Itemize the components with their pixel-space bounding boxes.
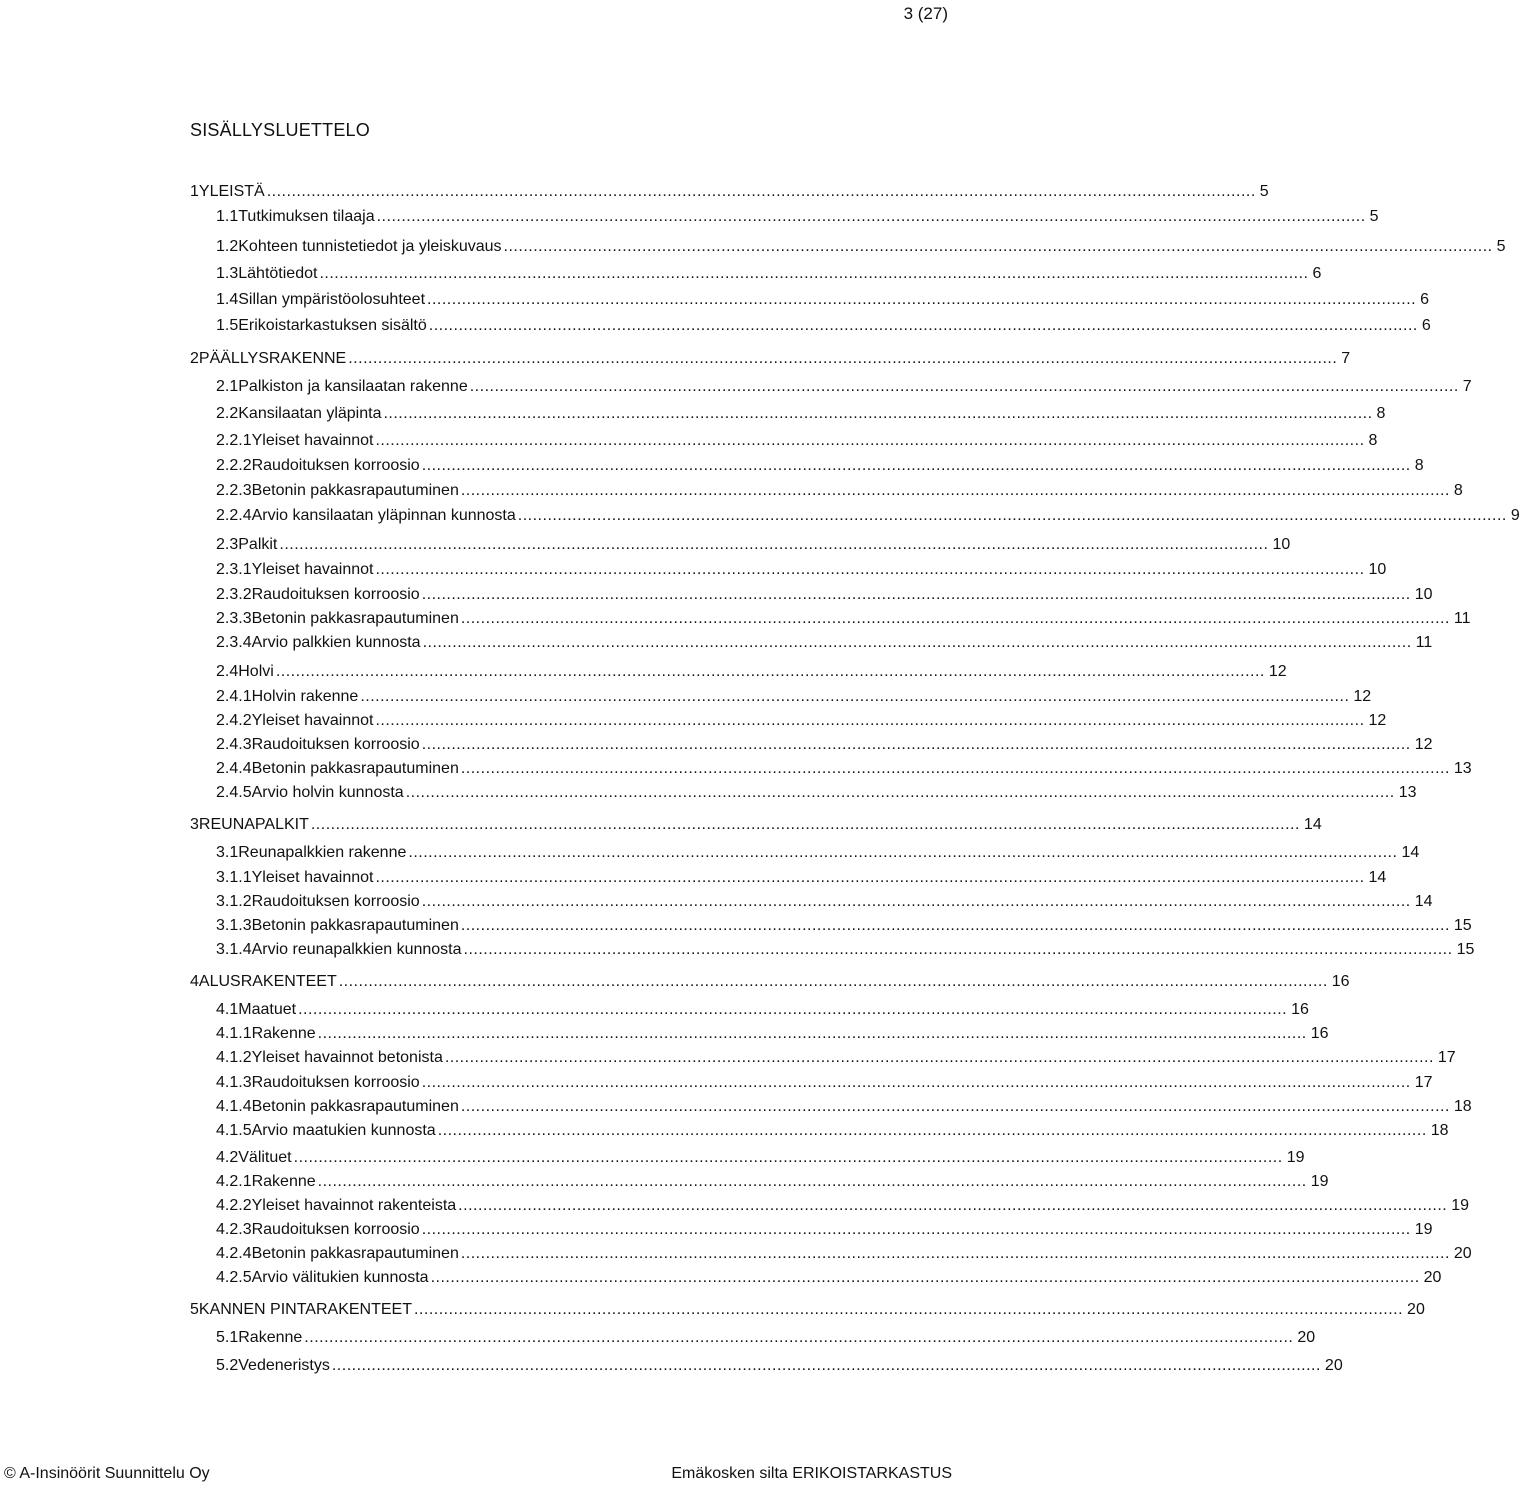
toc-entry-page: 7	[1341, 350, 1351, 367]
toc-entry-title: Raudoituksen korroosio	[251, 1074, 420, 1091]
toc-dot-leader: ........................................................................................................................................................................................................	[383, 405, 1373, 422]
toc-entry-title: Yleiset havainnot	[251, 432, 374, 449]
toc-entry-page: 6	[1421, 317, 1431, 334]
toc-entry-title: Välituet	[238, 1149, 292, 1166]
toc-heading: SISÄLLYSLUETTELO	[190, 120, 370, 140]
toc-entry-page: 15	[1453, 917, 1472, 934]
toc-entry-page: 11	[1453, 610, 1471, 627]
toc-entry-page: 18	[1430, 1122, 1449, 1139]
toc-entry[interactable]	[216, 1097, 1472, 1117]
toc-entry[interactable]	[216, 1073, 1433, 1093]
toc-dot-leader: ........................................................................................................................................................................................................	[413, 1301, 1404, 1318]
toc-entry-page: 20	[1324, 1357, 1343, 1374]
toc-entry-page: 12	[1268, 663, 1287, 680]
toc-entry-title: ALUSRAKENTEET	[198, 973, 337, 990]
toc-entry-page: 19	[1310, 1173, 1329, 1190]
toc-entry-number: 1.5	[216, 317, 239, 334]
toc-entry-page: 12	[1414, 736, 1433, 753]
toc-dot-leader: ........................................................................................................................................................................................................	[375, 432, 1365, 449]
toc-dot-leader: ........................................................................................................................................................................................................	[319, 265, 1309, 282]
toc-dot-leader: ........................................................................................................................................................................................................	[458, 1197, 1448, 1214]
toc-entry[interactable]	[216, 237, 1506, 257]
toc-entry[interactable]	[216, 585, 1433, 605]
toc-dot-leader: ........................................................................................................................................................................................................	[304, 1329, 1294, 1346]
toc-entry-page: 12	[1368, 712, 1387, 729]
toc-entry[interactable]	[216, 431, 1378, 451]
toc-entry-number: 4.1.1	[216, 1025, 252, 1042]
toc-entry-number: 2.3.3	[216, 610, 252, 627]
toc-dot-leader: ........................................................................................................................................................................................................	[421, 893, 1411, 910]
footer-document-title: Emäkosken silta ERIKOISTARKASTUS	[671, 1465, 952, 1482]
toc-entry-title: Holvi	[238, 663, 274, 680]
toc-entry-title: Arvio välitukien kunnosta	[251, 1269, 429, 1286]
toc-entry[interactable]	[216, 1048, 1456, 1068]
toc-entry-number: 2.2.2	[216, 457, 252, 474]
toc-entry-page: 12	[1353, 688, 1372, 705]
toc-entry-title: Palkiston ja kansilaatan rakenne	[238, 378, 468, 395]
toc-dot-leader: ........................................................................................................................................................................................................	[279, 536, 1269, 553]
toc-entry-title: YLEISTÄ	[198, 183, 265, 200]
toc-entry-title: Arvio reunapalkkien kunnosta	[251, 941, 462, 958]
toc-entry[interactable]	[216, 1148, 1305, 1168]
toc-dot-leader: ........................................................................................................................................................................................................	[460, 760, 1450, 777]
toc-entry-number: 2.4.1	[216, 688, 252, 705]
toc-entry[interactable]	[216, 892, 1433, 912]
toc-entry[interactable]	[190, 349, 1351, 369]
toc-entry-number: 3.1	[216, 844, 239, 861]
toc-entry[interactable]	[216, 940, 1475, 960]
toc-entry-page: 7	[1462, 378, 1472, 395]
toc-dot-leader: ........................................................................................................................................................................................................	[331, 1357, 1321, 1374]
toc-dot-leader: ........................................................................................................................................................................................................	[310, 816, 1300, 833]
toc-entry-title: Yleiset havainnot betonista	[251, 1049, 443, 1066]
toc-entry-number: 2.3.2	[216, 586, 252, 603]
toc-entry[interactable]	[216, 1172, 1329, 1192]
toc-entry-number: 4.1.3	[216, 1074, 252, 1091]
toc-entry[interactable]	[216, 633, 1433, 653]
toc-dot-leader: ........................................................................................................................................................................................................	[266, 183, 1256, 200]
toc-entry-page: 8	[1414, 457, 1424, 474]
toc-entry[interactable]	[216, 609, 1471, 629]
toc-entry-title: PÄÄLLYSRAKENNE	[198, 350, 347, 367]
toc-entry-page: 20	[1297, 1329, 1316, 1346]
toc-entry-number: 4.1.5	[216, 1122, 252, 1139]
toc-entry-title: Arvio palkkien kunnosta	[251, 634, 421, 651]
toc-entry[interactable]	[216, 290, 1429, 310]
toc-entry-page: 17	[1414, 1074, 1433, 1091]
toc-dot-leader: ........................................................................................................................................................................................................	[375, 712, 1365, 729]
toc-entry[interactable]	[216, 207, 1379, 227]
toc-entry-title: Arvio maatukien kunnosta	[251, 1122, 436, 1139]
toc-entry-number: 2	[190, 350, 199, 367]
toc-entry-number: 4.2.1	[216, 1173, 252, 1190]
toc-entry[interactable]	[216, 535, 1291, 555]
toc-entry-title: Kohteen tunnistetiedot ja yleiskuvaus	[238, 238, 502, 255]
toc-entry-title: Sillan ympäristöolosuhteet	[238, 291, 426, 308]
toc-dot-leader: ........................................................................................................................................................................................................	[469, 378, 1459, 395]
toc-entry-title: Arvio kansilaatan yläpinnan kunnosta	[251, 507, 516, 524]
toc-entry-page: 15	[1456, 941, 1475, 958]
toc-entry-page: 16	[1331, 973, 1350, 990]
toc-entry-title: Yleiset havainnot	[251, 561, 374, 578]
toc-entry[interactable]	[216, 759, 1472, 779]
toc-entry-page: 8	[1453, 482, 1463, 499]
toc-entry[interactable]	[216, 456, 1424, 476]
toc-entry-number: 2.2.4	[216, 507, 252, 524]
toc-entry-number: 2.2	[216, 405, 239, 422]
toc-entry-number: 5	[190, 1301, 199, 1318]
toc-entry-number: 4	[190, 973, 199, 990]
toc-entry-page: 6	[1312, 265, 1322, 282]
toc-dot-leader: ........................................................................................................................................................................................................	[517, 507, 1507, 524]
toc-entry-title: Yleiset havainnot	[251, 712, 374, 729]
toc-entry[interactable]	[216, 783, 1417, 803]
toc-entry[interactable]	[216, 1328, 1316, 1348]
toc-entry-title: Kansilaatan yläpinta	[238, 405, 382, 422]
toc-entry-title: Betonin pakkasrapautuminen	[251, 760, 459, 777]
toc-entry[interactable]	[216, 1220, 1433, 1240]
toc-entry-page: 20	[1453, 1245, 1472, 1262]
toc-entry-page: 5	[1496, 238, 1506, 255]
toc-entry-page: 8	[1368, 432, 1378, 449]
page-number: 3 (27)	[903, 4, 948, 23]
toc-entry-number: 2.3.4	[216, 634, 252, 651]
toc-entry-number: 3.1.3	[216, 917, 252, 934]
toc-entry-number: 4.2.5	[216, 1269, 252, 1286]
toc-entry-page: 11	[1415, 634, 1433, 651]
toc-entry[interactable]	[216, 1000, 1309, 1020]
toc-entry[interactable]	[216, 404, 1386, 424]
toc-entry-title: Yleiset havainnot rakenteista	[251, 1197, 457, 1214]
toc-dot-leader: ........................................................................................................................................................................................................	[460, 610, 1450, 627]
toc-entry-number: 4.2.4	[216, 1245, 252, 1262]
toc-entry-title: Betonin pakkasrapautuminen	[251, 917, 459, 934]
toc-entry-page: 19	[1451, 1197, 1470, 1214]
toc-entry[interactable]	[216, 1024, 1329, 1044]
toc-entry-number: 3.1.4	[216, 941, 252, 958]
toc-entry[interactable]	[216, 687, 1372, 707]
toc-dot-leader: ........................................................................................................................................................................................................	[405, 784, 1395, 801]
toc-entry-number: 2.4.2	[216, 712, 252, 729]
toc-entry-page: 16	[1310, 1025, 1329, 1042]
toc-dot-leader: ........................................................................................................................................................................................................	[298, 1001, 1288, 1018]
toc-entry[interactable]	[216, 1196, 1470, 1216]
toc-entry-page: 5	[1369, 208, 1379, 225]
toc-entry-number: 3.1.1	[216, 869, 252, 886]
toc-entry-page: 9	[1510, 507, 1520, 524]
toc-entry-number: 2.4.4	[216, 760, 252, 777]
toc-entry[interactable]	[216, 711, 1387, 731]
toc-dot-leader: ........................................................................................................................................................................................................	[421, 586, 1411, 603]
toc-entry-page: 18	[1453, 1098, 1472, 1115]
toc-dot-leader: ........................................................................................................................................................................................................	[408, 844, 1398, 861]
toc-entry-number: 4.1	[216, 1001, 239, 1018]
toc-entry[interactable]	[216, 316, 1431, 336]
toc-dot-leader: ........................................................................................................................................................................................................	[275, 663, 1265, 680]
toc-dot-leader: ........................................................................................................................................................................................................	[317, 1173, 1307, 1190]
toc-entry-title: Reunapalkkien rakenne	[238, 844, 407, 861]
toc-entry[interactable]	[216, 1268, 1442, 1288]
toc-entry-page: 8	[1376, 405, 1386, 422]
toc-dot-leader: ........................................................................................................................................................................................................	[421, 457, 1411, 474]
toc-entry[interactable]	[216, 506, 1520, 526]
toc-entry-title: Arvio holvin kunnosta	[251, 784, 404, 801]
toc-entry-page: 20	[1407, 1301, 1425, 1318]
toc-entry-title: REUNAPALKIT	[198, 816, 309, 833]
toc-entry[interactable]	[216, 481, 1463, 501]
toc-entry-title: Yleiset havainnot	[251, 869, 374, 886]
toc-entry[interactable]	[216, 662, 1287, 682]
toc-dot-leader: ........................................................................................................................................................................................................	[460, 482, 1450, 499]
toc-dot-leader: ........................................................................................................................................................................................................	[437, 1122, 1427, 1139]
toc-entry-page: 6	[1420, 291, 1429, 308]
toc-dot-leader: ........................................................................................................................................................................................................	[375, 561, 1365, 578]
toc-entry-title: Betonin pakkasrapautuminen	[251, 1098, 459, 1115]
toc-dot-leader: ........................................................................................................................................................................................................	[444, 1049, 1434, 1066]
toc-entry-page: 5	[1259, 183, 1269, 200]
toc-entry[interactable]	[216, 377, 1472, 397]
toc-entry-title: KANNEN PINTARAKENTEET	[198, 1301, 412, 1318]
toc-dot-leader: ........................................................................................................................................................................................................	[428, 317, 1418, 334]
toc-entry-number: 2.1	[216, 378, 239, 395]
toc-entry-title: Rakenne	[238, 1329, 303, 1346]
toc-entry[interactable]	[216, 868, 1387, 888]
toc-dot-leader: ........................................................................................................................................................................................................	[460, 1245, 1450, 1262]
toc-dot-leader: ........................................................................................................................................................................................................	[503, 238, 1493, 255]
toc-dot-leader: ........................................................................................................................................................................................................	[422, 634, 1412, 651]
toc-entry-title: Raudoituksen korroosio	[251, 893, 420, 910]
toc-entry-title: Palkit	[238, 536, 278, 553]
toc-entry[interactable]	[216, 843, 1420, 863]
toc-entry-title: Tutkimuksen tilaaja	[238, 208, 375, 225]
toc-dot-leader: ........................................................................................................................................................................................................	[421, 1074, 1411, 1091]
toc-entry[interactable]	[216, 1244, 1472, 1264]
toc-entry-number: 2.3.1	[216, 561, 252, 578]
toc-entry-number: 2.4.3	[216, 736, 252, 753]
toc-entry-title: Erikoistarkastuksen sisältö	[238, 317, 427, 334]
toc-entry-page: 10	[1414, 586, 1433, 603]
toc-entry-number: 1	[190, 183, 199, 200]
toc-entry[interactable]	[190, 182, 1269, 202]
toc-entry-number: 4.2.2	[216, 1197, 252, 1214]
toc-entry[interactable]	[190, 1300, 1425, 1320]
toc-entry-number: 2.3	[216, 536, 239, 553]
toc-entry-number: 2.2.1	[216, 432, 252, 449]
toc-entry-page: 10	[1272, 536, 1291, 553]
toc-entry-number: 2.4	[216, 663, 239, 680]
toc-entry-number: 1.1	[216, 208, 239, 225]
toc-entry-number: 5.2	[216, 1357, 239, 1374]
toc-entry-title: Betonin pakkasrapautuminen	[251, 482, 459, 499]
toc-entry[interactable]	[216, 264, 1322, 284]
toc-dot-leader: ........................................................................................................................................................................................................	[348, 350, 1338, 367]
toc-entry-page: 16	[1291, 1001, 1309, 1018]
toc-entry-title: Rakenne	[251, 1025, 316, 1042]
toc-entry[interactable]	[190, 972, 1350, 992]
toc-entry-title: Betonin pakkasrapautuminen	[251, 610, 459, 627]
toc-dot-leader: ........................................................................................................................................................................................................	[460, 1098, 1450, 1115]
toc-entry-number: 3	[190, 816, 199, 833]
toc-entry-title: Lähtötiedot	[238, 265, 318, 282]
toc-dot-leader: ........................................................................................................................................................................................................	[293, 1149, 1283, 1166]
toc-entry-title: Raudoituksen korroosio	[251, 457, 420, 474]
toc-entry[interactable]	[216, 1356, 1343, 1376]
toc-entry-page: 10	[1368, 561, 1387, 578]
toc-entry-number: 2.2.3	[216, 482, 252, 499]
footer-copyright: © A-Insinöörit Suunnittelu Oy	[4, 1465, 210, 1482]
toc-entry-number: 1.3	[216, 265, 239, 282]
toc-dot-leader: ........................................................................................................................................................................................................	[376, 208, 1366, 225]
toc-entry[interactable]	[216, 916, 1472, 936]
toc-dot-leader: ........................................................................................................................................................................................................	[463, 941, 1453, 958]
toc-entry-page: 14	[1303, 816, 1322, 833]
toc-entry-page: 13	[1453, 760, 1472, 777]
toc-entry-title: Vedeneristys	[238, 1357, 330, 1374]
toc-dot-leader: ........................................................................................................................................................................................................	[430, 1269, 1420, 1286]
toc-entry-page: 13	[1398, 784, 1417, 801]
toc-entry-title: Maatuet	[238, 1001, 297, 1018]
toc-dot-leader: ........................................................................................................................................................................................................	[427, 291, 1417, 308]
toc-entry-number: 2.4.5	[216, 784, 252, 801]
toc-entry-title: Raudoituksen korroosio	[251, 1221, 420, 1238]
toc-entry[interactable]	[216, 735, 1433, 755]
toc-entry-title: Raudoituksen korroosio	[251, 736, 420, 753]
toc-dot-leader: ........................................................................................................................................................................................................	[360, 688, 1350, 705]
toc-entry-page: 19	[1286, 1149, 1305, 1166]
toc-entry-title: Rakenne	[251, 1173, 316, 1190]
toc-entry-page: 20	[1423, 1269, 1442, 1286]
toc-entry-number: 1.4	[216, 291, 239, 308]
toc-entry[interactable]	[190, 815, 1322, 835]
toc-entry-number: 4.1.2	[216, 1049, 252, 1066]
toc-entry-page: 17	[1437, 1049, 1456, 1066]
toc-entry-title: Betonin pakkasrapautuminen	[251, 1245, 459, 1262]
toc-entry[interactable]	[216, 1121, 1449, 1141]
toc-dot-leader: ........................................................................................................................................................................................................	[317, 1025, 1307, 1042]
toc-entry-number: 4.2.3	[216, 1221, 252, 1238]
toc-entry-page: 14	[1414, 893, 1433, 910]
toc-entry-number: 3.1.2	[216, 893, 252, 910]
toc-entry-page: 14	[1368, 869, 1387, 886]
toc-entry-number: 1.2	[216, 238, 239, 255]
toc-entry-number: 5.1	[216, 1329, 239, 1346]
toc-entry-page: 19	[1414, 1221, 1433, 1238]
toc-entry-page: 14	[1401, 844, 1420, 861]
toc-entry[interactable]	[216, 560, 1387, 580]
toc-entry-title: Raudoituksen korroosio	[251, 586, 420, 603]
toc-dot-leader: ........................................................................................................................................................................................................	[421, 736, 1411, 753]
toc-dot-leader: ........................................................................................................................................................................................................	[375, 869, 1365, 886]
toc-dot-leader: ........................................................................................................................................................................................................	[338, 973, 1328, 990]
toc-dot-leader: ........................................................................................................................................................................................................	[460, 917, 1450, 934]
toc-entry-number: 4.1.4	[216, 1098, 252, 1115]
toc-entry-number: 4.2	[216, 1149, 239, 1166]
toc-entry-title: Holvin rakenne	[251, 688, 359, 705]
toc-dot-leader: ........................................................................................................................................................................................................	[421, 1221, 1411, 1238]
